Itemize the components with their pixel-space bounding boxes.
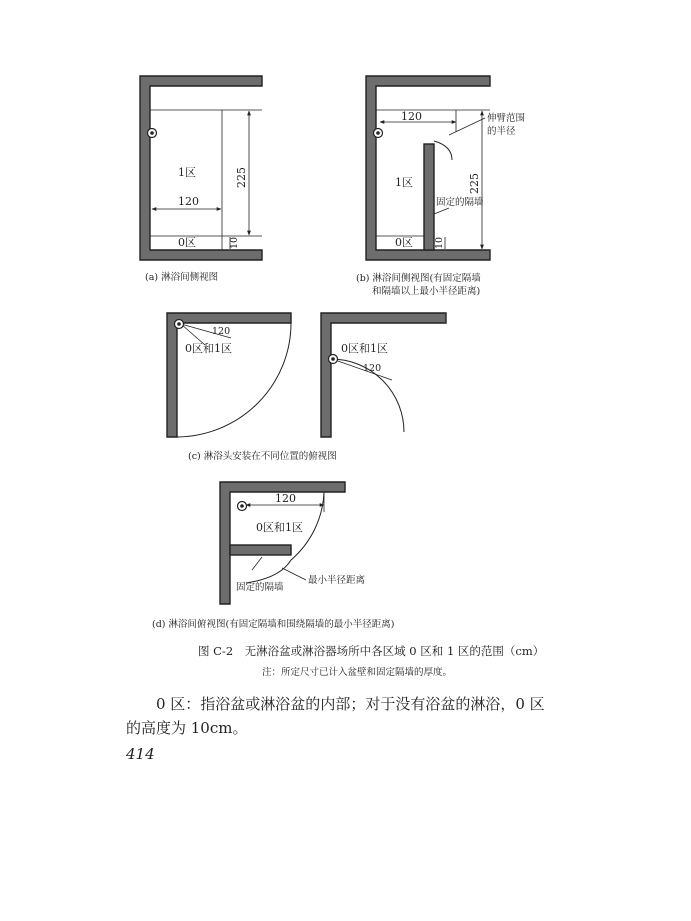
diagram-c-right-zone: 0区和1区: [341, 342, 388, 355]
diagram-b: [356, 76, 525, 297]
diagram-d-min-radius-label: 最小半径距离: [308, 575, 366, 586]
diagram-d: [152, 482, 394, 630]
diagram-a-zone0: 0区: [178, 236, 196, 249]
diagram-b-zone1: 1区: [395, 176, 413, 189]
diagram-c-left-dim: 120: [212, 326, 231, 337]
diagram-d-dim: 120: [275, 492, 296, 505]
diagram-a-zone1: 1区: [178, 166, 196, 179]
diagram-b-fixed-partition-label: 固定的隔墙: [436, 197, 484, 208]
diagram-d-zone: 0区和1区: [256, 521, 303, 534]
shower-head-icon: [175, 320, 184, 329]
diagram-b-caption-line2: 和隔墙以上最小半径距离): [372, 286, 481, 297]
diagram-c-right-wall: [321, 313, 446, 437]
figure-caption: 图 C-2 无淋浴盆或淋浴器场所中各区域 0 区和 1 区的范围（cm）: [198, 644, 545, 658]
diagram-b-zone0: 0区: [395, 236, 413, 249]
diagram-d-caption: (d) 淋浴间俯视图(有固定隔墙和围绕隔墙的最小半径距离): [152, 619, 395, 630]
diagram-a: [140, 76, 262, 283]
diagram-c-right-dim: 120: [363, 363, 382, 374]
diagram-a-dim-height: 225: [235, 167, 248, 188]
diagram-b-dim-height: 225: [468, 173, 481, 194]
diagram-c-caption: (c) 淋浴头安装在不同位置的俯视图: [188, 451, 337, 462]
diagram-d-fixed-partition: [230, 545, 291, 555]
body-line-2: 的高度为 10cm。: [126, 719, 248, 737]
diagram-d-fixed-partition-label: 固定的隔墙: [236, 582, 284, 593]
shower-head-icon: [238, 502, 247, 511]
diagram-b-caption-line1: (b) 淋浴间侧视图(有固定隔墙: [356, 273, 481, 284]
figure-note: 注：所定尺寸已计入盆壁和固定隔墙的厚度。: [262, 667, 453, 678]
diagram-b-arm-reach-line1: 伸臂范围: [487, 113, 526, 124]
diagram-b-dim-base: 10: [434, 236, 445, 249]
diagram-c-left: [167, 313, 291, 437]
diagram-a-dim-base: 10: [229, 236, 240, 249]
shower-head-icon: [374, 129, 383, 138]
shower-head-icon: [329, 355, 338, 364]
diagram-a-caption: (a) 淋浴间侧视图: [145, 272, 219, 283]
diagram-b-arm-reach-line2: 的半径: [487, 126, 516, 137]
diagram-c-left-zone: 0区和1区: [185, 342, 232, 355]
shower-head-icon: [148, 129, 157, 138]
diagram-b-dim-width: 120: [401, 110, 422, 123]
diagram-c-right: [321, 313, 446, 437]
diagram-a-dim-width: 120: [178, 195, 199, 208]
body-line-1: 0 区：指浴盆或淋浴盆的内部；对于没有浴盆的淋浴，0 区: [156, 695, 545, 713]
diagram-b-fixed-partition: [424, 144, 434, 250]
body-paragraph: [126, 692, 576, 740]
page-number: 414: [126, 745, 155, 763]
